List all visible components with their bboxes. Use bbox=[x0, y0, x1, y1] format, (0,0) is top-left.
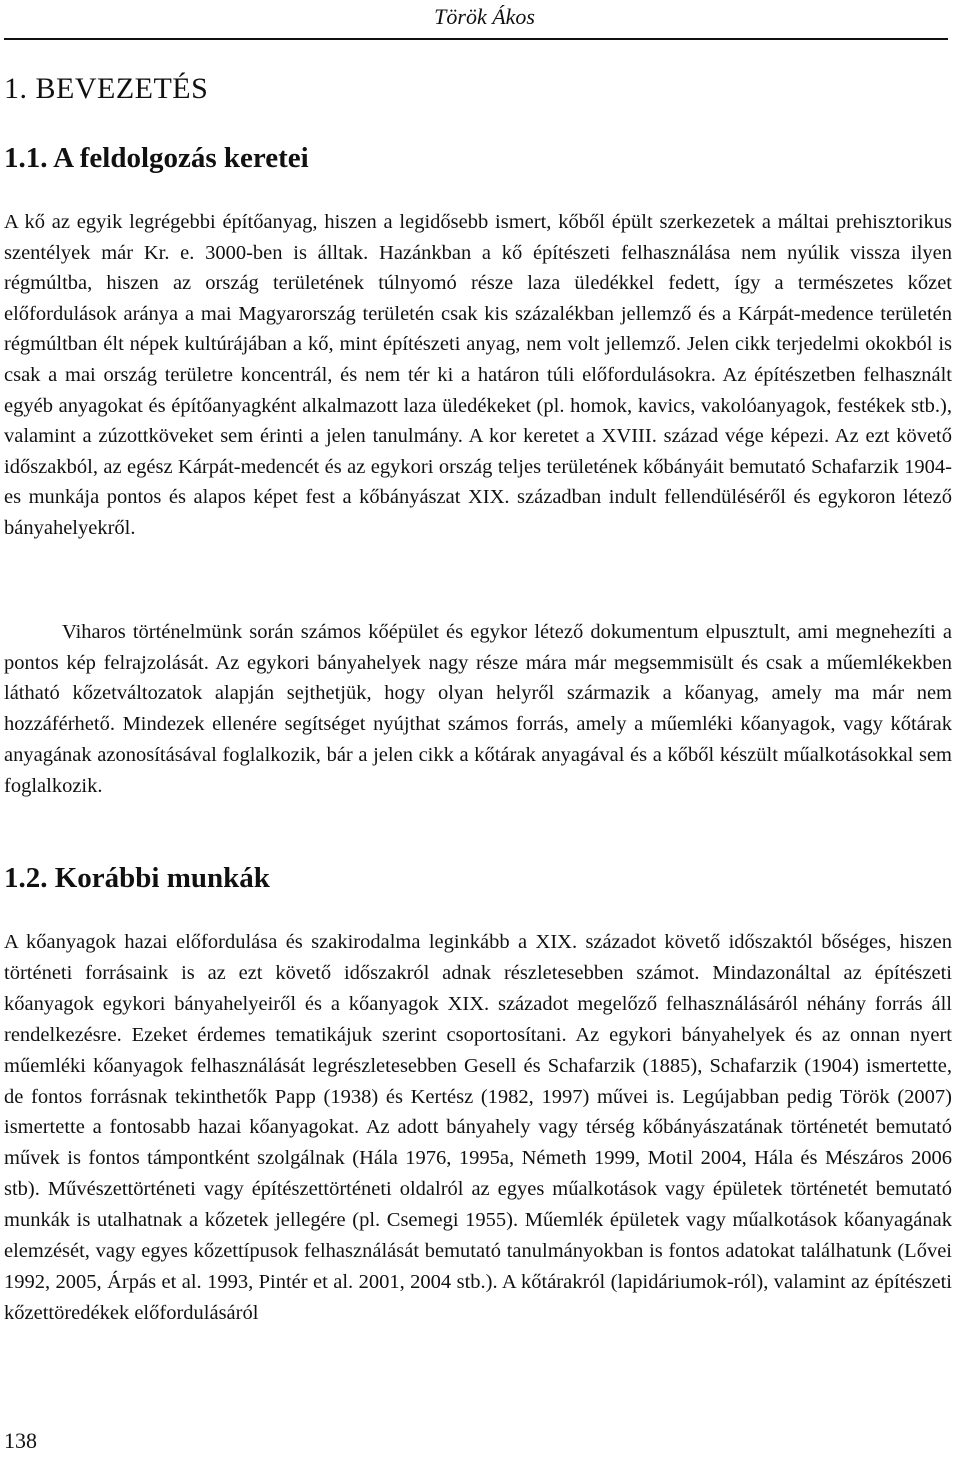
section-heading: 1. BEVEZETÉS bbox=[4, 72, 209, 105]
subsection-heading-1-1: 1.1. A feldolgozás keretei bbox=[4, 142, 309, 174]
page-number: 138 bbox=[4, 1428, 37, 1453]
running-head-author: Török Ákos bbox=[434, 4, 535, 29]
paragraph-1-2-a: A kőanyagok hazai előfordulása és szakirodalma leginkább a XIX. századot követő időszaktól bőséges, hiszen történeti forrásaink is az ezt követő időszakról adnak részletesebben számot. Mindazonáltal az építészeti kőanyagok egykori bányahelyeiről és a kőanyagok XIX. századot megelőző felhasználásáról néhány forrás áll rendelkezésre. Ezeket érdemes tematikájuk szerint csoportosítani. Az egykori bányahelyek és az onnan nyert műemléki kőanyagok felhasználását legrészletesebben Gesell és Schafarzik (1885), Schafarzik (1904) ismertette, de fontos forrásnak tekinthetők Papp (1938) és Kertész (1982, 1997) művei is. Legújabban pedig Török (2007) ismertette a fontosabb hazai kőanyagokat. Az adott bányahely vagy térség kőbányászatának történetét bemutató művek is fontos támpontként szolgálnak (Hála 1976, 1995a, Németh 1999, Motil 2004, Hála és Mészáros 2006 stb). Művészettörténeti vagy építészettörténeti oldalról az egyes műalkotások vagy épületek történetét bemutató munkák is utalhatnak a kőzetek jellegére (pl. Csemegi 1955). Műemlék épületek vagy műalkotások kőanyagának elemzését, vagy egyes kőzettípusok felhasználását bemutató tanulmányokban is fontos adatokat találhatunk (Lővei 1992, 2005, Árpás et al. 1993, Pintér et al. 2001, 2004 stb.). A kőtárakról (lapidáriumok-ról), valamint az építészeti kőzettöredékek előfordulásáról bbox=[4, 931, 952, 1324]
paragraph-1-1-b: Viharos történelmünk során számos kőépület és egykor létező dokumentum elpusztult, ami megnehezíti a pontos kép felrajzolását. Az egykori bányahelyek nagy része mára már megsemmisült és csak a műemlékekben látható kőzetváltozatok alapján sejthetjük, hogy olyan helyről származik a kőanyag, amely ma már nem hozzáférhető. Mindezek ellenére segítséget nyújthat számos forrás, amely a műemléki kőanyagok, vagy kőtárak anyagának azonosításával foglalkozik, bár a jelen cikk a kőtárak anyagával és a kőből készült műalkotásokkal sem foglalkozik. bbox=[4, 621, 952, 797]
subsection-heading-1-2: 1.2. Korábbi munkák bbox=[4, 862, 270, 894]
header-rule bbox=[4, 38, 948, 40]
paragraph-1-1-a: A kő az egyik legrégebbi építőanyag, hiszen a legidősebb ismert, kőből épült szerkezetek a máltai prehisztorikus szentélyek már Kr. e. 3000-ben is álltak. Hazánkban a kő építészeti felhasználása nem nyúlik vissza ilyen régmúltba, hiszen az ország területének túlnyomó része laza üledékkel fedett, így a természetes kőzet előfordulások aránya a mai Magyarország területén csak kis százalékban jellemző és a Kárpát-medence területén régmúltban élt népek kultúrájában a kő, mint építészeti anyag, nem volt jellemző. Jelen cikk terjedelmi okokból is csak a mai ország területre koncentrál, és nem tér ki a határon túli előfordulásokra. Az építészetben felhasznált egyéb anyagokat és építőanyagként alkalmazott laza üledékeket (pl. homok, kavics, vakolóanyagok, festékek stb.), valamint a zúzottköveket sem érinti a jelen tanulmány. A kor keretet a XVIII. század vége képezi. Az ezt követő időszakból, az egész Kárpát-medencét és az egykori ország teljes területének kőbányáit bemutató Schafarzik 1904-es munkája pontos és alapos képet fest a kőbányászat XIX. században indult fellendüléséről és egykoron létező bányahelyekről. bbox=[4, 211, 952, 539]
